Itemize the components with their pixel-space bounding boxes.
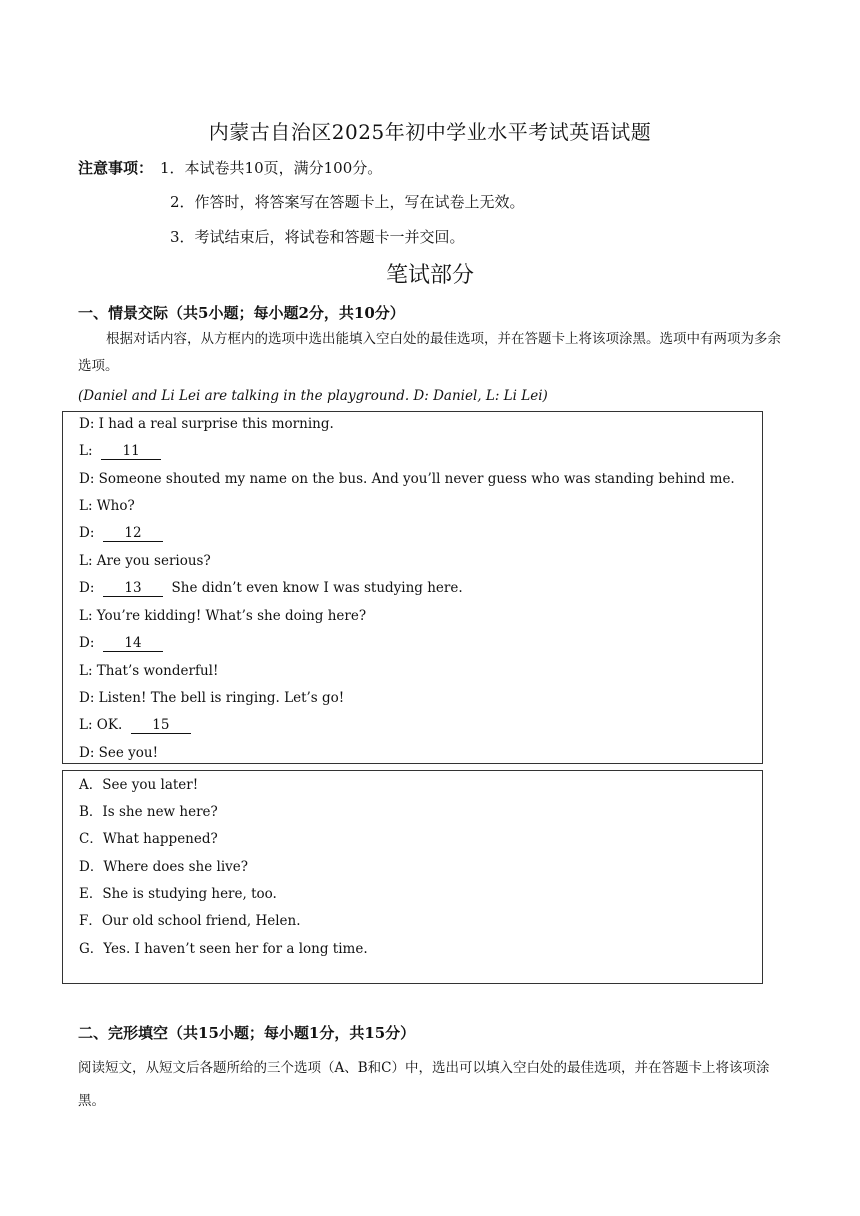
dialogue-line: [79, 608, 366, 624]
dialogue-line: [79, 580, 463, 597]
dialogue-text: D:: [79, 580, 99, 596]
dialogue-line: [79, 553, 211, 569]
section1-heading: 一、情景交际（共5小题；每小题2分，共10分）: [78, 304, 405, 322]
dialogue-line: [79, 471, 735, 487]
dialogue-text: D:: [79, 635, 99, 651]
exam-title: 内蒙古自治区2025年初中学业水平考试英语试题: [208, 120, 652, 144]
dialogue-text: D: I had a real surprise this morning.: [79, 416, 334, 432]
dialogue-line: [79, 635, 163, 652]
notes-label: 注意事项：: [78, 159, 154, 177]
options-box: [62, 770, 763, 984]
option-e: E．She is studying here, too.: [79, 886, 277, 902]
dialogue-box: [62, 411, 763, 764]
dialogue-line: [79, 416, 334, 432]
option-d: D．Where does she live?: [79, 859, 248, 875]
answer-blank-14: 14: [103, 636, 163, 652]
section2-heading: 二、完形填空（共15小题；每小题1分，共15分）: [78, 1024, 416, 1042]
dialogue-scene: (Daniel and Li Lei are talking in the playground. D: Daniel, L: Li Lei): [78, 388, 548, 404]
dialogue-line: [79, 690, 344, 706]
option-a: A．See you later!: [79, 777, 199, 793]
dialogue-line: [79, 663, 218, 679]
dialogue-line: [79, 525, 163, 542]
dialogue-line: [79, 717, 191, 734]
note-item-3: 3．考试结束后，将试卷和答题卡一并交回。: [170, 228, 465, 246]
dialogue-text: D: See you!: [79, 745, 159, 761]
dialogue-text: D: Someone shouted my name on the bus. And you’ll never guess who was standing behind me.: [79, 471, 735, 487]
dialogue-line: [79, 498, 135, 514]
dialogue-text-after: She didn’t even know I was studying here.: [162, 580, 463, 596]
section1-instruction: 根据对话内容，从方框内的选项中选出能填入空白处的最佳选项，并在答题卡上将该项涂黑。选项中有两项为多余选项。: [78, 331, 781, 374]
dialogue-text: L:: [79, 443, 97, 459]
dialogue-text: L: Who?: [79, 498, 135, 514]
dialogue-line: [79, 745, 158, 761]
dialogue-text: D:: [79, 525, 99, 541]
dialogue-text: L: You’re kidding! What’s she doing here?: [79, 608, 367, 624]
answer-blank-11: 11: [101, 444, 161, 460]
section2-instruction: 阅读短文，从短文后各题所给的三个选项（A、B和C）中，选出可以填入空白处的最佳选项，并在答题卡上将该项涂黑。: [78, 1060, 770, 1109]
part-title: 笔试部分: [385, 263, 474, 288]
option-f: F．Our old school friend, Helen.: [79, 913, 301, 929]
note-item-1: 1．本试卷共10页，满分100分。: [160, 159, 383, 177]
dialogue-text: L: Are you serious?: [79, 553, 211, 569]
dialogue-text: D: Listen! The bell is ringing. Let’s go!: [79, 690, 345, 706]
dialogue-text: L: That’s wonderful!: [79, 663, 219, 679]
answer-blank-13: 13: [103, 581, 163, 597]
answer-blank-15: 15: [131, 718, 191, 734]
dialogue-text: L: OK.: [79, 717, 127, 733]
option-b: B．Is she new here?: [79, 804, 218, 820]
dialogue-line: [79, 443, 161, 460]
option-c: C．What happened?: [79, 831, 218, 847]
option-g: G．Yes. I haven’t seen her for a long time.: [79, 941, 368, 957]
note-item-2: 2．作答时，将答案写在答题卡上，写在试卷上无效。: [170, 193, 525, 211]
answer-blank-12: 12: [103, 526, 163, 542]
